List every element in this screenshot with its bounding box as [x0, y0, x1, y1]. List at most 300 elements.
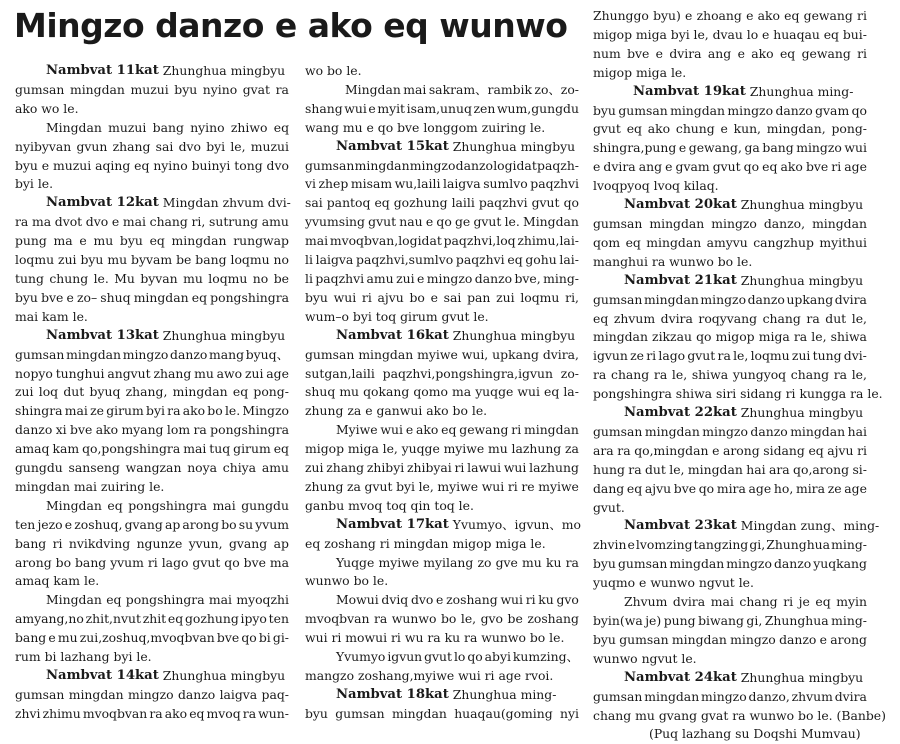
word: le, — [693, 26, 709, 42]
word: gvut — [531, 195, 560, 211]
word: gvun — [76, 138, 108, 154]
word: rungwap — [233, 233, 289, 249]
word: sai — [443, 289, 462, 305]
word: byuq — [89, 384, 121, 400]
word: byi — [670, 26, 690, 42]
word: gumsan — [618, 102, 668, 118]
word: aqing — [95, 157, 131, 173]
line-text: Zhunghua mingbyu — [740, 197, 864, 213]
word: le, — [460, 611, 477, 627]
word: zhvin — [593, 537, 627, 553]
word: lo — [746, 26, 759, 42]
word: migop — [305, 441, 345, 457]
line-text: Zhunghua ming- — [749, 83, 854, 99]
word: ajvu — [827, 442, 854, 458]
line-text: Zhunghua mingbyu — [452, 138, 576, 154]
text-line — [15, 138, 289, 157]
text-line — [15, 440, 289, 459]
word: e — [712, 442, 720, 458]
word: eq — [626, 480, 643, 496]
word: zui — [15, 384, 34, 400]
word: dvo — [266, 157, 289, 173]
text-line — [15, 119, 289, 138]
text-line — [15, 535, 289, 554]
line-text: lvoqpyoq lvoq kilaq. — [593, 178, 719, 194]
word: nyibyvan — [15, 138, 72, 154]
text-line — [15, 232, 289, 251]
word: paqzh- — [537, 157, 579, 173]
word: bve — [627, 45, 650, 61]
word: ra — [242, 705, 257, 721]
word: age — [266, 365, 289, 381]
word: paqzhvi,pongshingra,igvun — [382, 365, 553, 381]
word: e — [819, 631, 827, 647]
word: gvut — [687, 348, 716, 364]
word: gozhung — [393, 195, 448, 211]
word: arong — [723, 442, 760, 458]
word: chung — [675, 121, 715, 137]
word: pong- — [831, 121, 867, 137]
word: mingdan, — [766, 121, 826, 137]
text-line — [593, 83, 867, 102]
word: ten — [15, 516, 36, 532]
word: ako — [780, 159, 803, 175]
word: mai — [183, 441, 207, 457]
word: ten — [268, 611, 289, 627]
word: loqmu — [750, 348, 790, 364]
word: wui — [380, 422, 403, 438]
text-line — [15, 157, 289, 176]
word: muzui — [130, 81, 169, 97]
text-line — [593, 555, 867, 574]
text-line — [15, 554, 289, 573]
word: gvo — [556, 592, 579, 608]
text-column-3 — [593, 7, 886, 744]
word: byu — [174, 81, 198, 97]
word: Mingdan — [523, 214, 579, 230]
text-line — [305, 629, 579, 648]
line-text: eq zoshang ri mingdan migop miga le. — [305, 535, 546, 551]
word: dvau — [712, 26, 743, 42]
word: mai — [212, 497, 236, 513]
word: dvira, — [542, 346, 579, 362]
word: gumsan — [593, 291, 643, 307]
text-line — [305, 251, 579, 270]
word: no — [252, 270, 269, 286]
text-line — [15, 289, 289, 308]
word: zhibyai — [406, 460, 452, 476]
word: gumsan — [15, 686, 65, 702]
word: si- — [852, 461, 867, 477]
word: eq — [815, 594, 831, 610]
text-line — [593, 272, 867, 291]
word: byu — [15, 289, 38, 305]
text-line — [305, 572, 579, 591]
word: ming- — [831, 537, 867, 553]
line-text: wum–o byi toq girum gvut le. — [305, 308, 489, 324]
word: le, — [851, 367, 867, 383]
line-text: Zhunghua mingbyu — [162, 63, 286, 78]
word: zen — [473, 100, 496, 116]
word: dut — [825, 310, 847, 326]
text-line — [305, 554, 579, 573]
word: ri, — [565, 289, 579, 305]
word: Mu — [114, 270, 135, 286]
text-line — [15, 251, 289, 270]
text-line — [593, 64, 867, 83]
line-text: wo bo le. — [305, 63, 362, 78]
word: lo — [453, 649, 466, 665]
word: igvun — [593, 348, 628, 364]
word: amu — [366, 270, 394, 286]
word: dut — [644, 461, 666, 477]
word: eq — [441, 422, 457, 438]
text-column-2 — [305, 62, 582, 724]
article-heading: Nambvat 19kat — [633, 83, 746, 99]
word: mingzo — [727, 102, 774, 118]
line-text: rum bi lazhang byi le. — [15, 649, 152, 665]
word: pongshingra — [210, 422, 289, 438]
word: muzui — [108, 119, 147, 135]
word: ri — [52, 535, 63, 551]
line-text: pongshingra shiwa siri sidang ri kungga ra le. — [593, 386, 883, 402]
word: e — [593, 159, 601, 175]
word: bo — [207, 403, 223, 419]
text-line — [305, 497, 579, 516]
word: chiya — [222, 460, 257, 476]
text-line — [593, 385, 883, 404]
word: danzo, — [763, 215, 806, 231]
word: myiwe — [443, 441, 485, 457]
word: e — [762, 26, 770, 42]
word: pan — [467, 289, 491, 305]
word: misam — [350, 176, 393, 192]
line-text: wang mu e qo bve longgom zuiring le. — [305, 119, 546, 135]
word: laili — [451, 195, 475, 211]
word: mingzo — [701, 688, 747, 704]
text-line — [15, 497, 289, 516]
line-text: zhung za e ganwui ako bo le. — [305, 403, 488, 419]
text-line — [593, 177, 867, 196]
line-text: byi le. — [15, 176, 54, 192]
text-line — [15, 365, 289, 384]
word: e — [655, 45, 664, 61]
word: mingzo — [127, 686, 174, 702]
word: gozhung — [184, 611, 239, 627]
text-line — [305, 667, 579, 686]
text-line — [593, 480, 867, 499]
word: miga — [347, 441, 379, 457]
word: eq — [808, 442, 824, 458]
text-line — [593, 366, 867, 385]
text-line — [593, 461, 867, 480]
word: ma — [31, 214, 52, 230]
word: upkang — [492, 346, 539, 362]
word: qo — [241, 630, 257, 646]
word: paqzhvi,sumlvo — [356, 252, 454, 268]
word: qo — [698, 480, 715, 496]
text-line — [593, 499, 867, 518]
word: bve — [41, 289, 64, 305]
text-line — [305, 478, 579, 497]
word: ku — [545, 554, 562, 570]
line-text: wui ri mowui ri wu ra ku ra wunwo bo le. — [305, 630, 565, 646]
word: zui — [496, 289, 515, 305]
word: gumsan — [15, 346, 65, 362]
text-line — [15, 383, 289, 402]
text-line — [15, 629, 289, 648]
text-line — [305, 402, 579, 421]
text-line — [15, 327, 289, 346]
word: isam,unuq — [406, 100, 472, 116]
word: lazhung — [529, 460, 579, 476]
text-line — [305, 194, 579, 213]
word: eq — [544, 384, 560, 400]
word: yvun, — [188, 535, 223, 551]
word: byu — [593, 102, 616, 118]
word: le, — [382, 441, 398, 457]
word: qomo — [413, 384, 448, 400]
word: zhit,nvut — [85, 611, 141, 627]
word: pongshingra — [125, 592, 205, 608]
word: tuq — [209, 441, 231, 457]
text-line — [15, 610, 289, 629]
text-line — [305, 346, 579, 365]
word: ra — [717, 348, 731, 364]
word: yuqge — [401, 441, 440, 457]
text-line — [593, 423, 867, 442]
line-text: Zhunghua mingbyu — [740, 405, 864, 421]
word: laigva — [315, 252, 354, 268]
word: byu) — [653, 8, 681, 23]
word: age — [844, 480, 867, 496]
word: tung — [812, 348, 842, 364]
word: qokang — [363, 384, 410, 400]
word: ngunze — [136, 535, 183, 551]
text-line — [305, 516, 582, 535]
text-line — [305, 100, 579, 119]
word: byvam — [131, 252, 173, 268]
word: le. — [224, 403, 241, 419]
word: no — [273, 252, 289, 268]
word: ap — [273, 535, 289, 551]
word: mingdan — [593, 329, 648, 345]
text-line — [305, 459, 579, 478]
word: nopyo — [15, 365, 53, 381]
word: eq — [273, 441, 289, 457]
word: qo,arong — [793, 461, 850, 477]
word: e — [720, 121, 728, 137]
word: zo — [477, 554, 492, 570]
word: wangzan — [125, 460, 182, 476]
word: mai — [208, 592, 233, 608]
word: ra — [167, 403, 181, 419]
word: hai — [746, 461, 766, 477]
word: mingdan — [69, 81, 125, 97]
word: ho, — [773, 480, 794, 496]
word: bve — [805, 159, 829, 175]
word: qo — [563, 195, 579, 211]
word: vi — [305, 176, 316, 192]
word: qo — [696, 329, 712, 345]
word: le, — [669, 461, 685, 477]
word: zhang — [326, 460, 365, 476]
word: le, — [230, 138, 246, 154]
line-text: Mingdan zhvum dvi- — [162, 195, 291, 211]
word: hung — [593, 461, 625, 477]
word: wui — [503, 460, 527, 476]
word: gumsan — [617, 556, 668, 572]
word: zikzau — [652, 329, 692, 345]
article-heading: Nambvat 17kat — [336, 516, 449, 532]
word: danzo — [177, 686, 216, 702]
word: wui — [844, 140, 867, 156]
word: mingzo — [796, 140, 842, 156]
word: shingra,pung — [593, 140, 677, 156]
text-line — [305, 327, 579, 346]
word: myiwe — [437, 478, 479, 494]
word: nau — [399, 214, 423, 230]
word: lom — [166, 422, 191, 438]
word: za — [347, 478, 361, 494]
word: ang — [638, 159, 663, 175]
word: mingdan — [790, 423, 846, 439]
word: je) — [645, 613, 662, 628]
word: tunghui — [55, 365, 105, 381]
word: ako — [415, 422, 439, 438]
word: le. — [93, 270, 109, 286]
word: danzo, — [748, 688, 790, 704]
word: danzo — [747, 291, 785, 307]
text-line — [593, 347, 867, 366]
word: byi — [396, 478, 415, 494]
text-line — [15, 648, 289, 667]
word: bang — [75, 554, 107, 570]
word: ga — [744, 140, 760, 156]
word: sanseng — [68, 460, 120, 476]
line-text: mai kam le. — [15, 308, 88, 324]
text-line — [15, 591, 289, 610]
word: byu — [305, 705, 328, 721]
word: zoshuq, — [74, 516, 123, 532]
word: pongshingra — [210, 289, 289, 305]
word: pantoq — [326, 195, 371, 211]
word: lawui — [467, 460, 502, 476]
word: arong — [182, 516, 220, 532]
word: chang — [790, 367, 830, 383]
word: laigva — [219, 686, 258, 702]
word: e — [425, 214, 434, 230]
text-line — [593, 536, 867, 555]
word: mingdan — [66, 346, 122, 362]
word: paqzhvi — [455, 252, 505, 268]
word: noya — [187, 460, 218, 476]
text-line — [593, 120, 867, 139]
word: amu — [261, 460, 289, 476]
word: ipyo — [240, 611, 267, 627]
word: zoshang — [446, 592, 498, 608]
word: dvo — [410, 592, 434, 608]
word: amyvu — [706, 234, 748, 250]
word: eq — [149, 233, 165, 249]
word: danzo — [474, 270, 513, 286]
word: li — [305, 252, 313, 268]
word: danzo — [455, 157, 493, 173]
word: zui — [791, 348, 811, 364]
word: ra — [565, 554, 579, 570]
word: bui- — [842, 26, 867, 42]
word: be — [176, 252, 192, 268]
word: ri — [857, 8, 867, 23]
word: zo- — [560, 365, 579, 381]
word: nyi — [560, 705, 579, 721]
text-line — [15, 81, 289, 100]
word: girum — [106, 403, 144, 419]
text-line — [305, 62, 579, 81]
word: gumsan — [305, 157, 355, 173]
word: mu — [339, 384, 360, 400]
text-line — [305, 270, 579, 289]
word: ako — [647, 121, 671, 137]
word: dvira — [603, 159, 636, 175]
word: za — [565, 441, 579, 457]
word: e — [41, 157, 50, 173]
word: chung — [49, 270, 89, 286]
word: ze — [90, 403, 104, 419]
word: mu — [183, 270, 203, 286]
word: Yuqge — [336, 554, 375, 570]
word: igvun — [387, 649, 423, 665]
word: danzo — [773, 556, 812, 572]
word: muzui — [250, 138, 289, 154]
word: chang — [149, 214, 188, 230]
word: loqmu — [520, 289, 560, 305]
text-line — [15, 175, 289, 194]
word: dang — [593, 480, 625, 496]
line-text: migop miga le. — [593, 64, 687, 80]
word: zhep — [318, 176, 349, 192]
text-line — [15, 572, 289, 591]
word: lvomzing — [635, 537, 693, 553]
word: e — [368, 100, 376, 116]
text-line — [593, 574, 867, 593]
word: gvut — [473, 214, 502, 230]
word: ara — [593, 442, 614, 458]
word: ara — [768, 461, 790, 477]
word: re — [521, 478, 535, 494]
text-line — [305, 591, 579, 610]
word: ku — [538, 592, 554, 608]
word: zhang — [153, 365, 192, 381]
word: zui — [305, 460, 324, 476]
text-line — [593, 404, 867, 423]
text-line — [305, 686, 579, 705]
word: ri — [783, 594, 794, 610]
word: pongshingra — [128, 497, 208, 513]
word: chang — [762, 310, 801, 326]
text-column-1 — [15, 62, 289, 724]
text-line — [593, 328, 867, 347]
word: sidang — [763, 442, 805, 458]
line-text: Zhunghua ming- — [452, 686, 557, 702]
word: dut — [63, 384, 85, 400]
text-line — [15, 213, 289, 232]
word: mingdan — [687, 461, 743, 477]
line-text: mingdan mai zuiring le. — [15, 478, 165, 494]
text-line — [593, 45, 867, 64]
word: ri — [147, 554, 158, 570]
text-line — [305, 157, 579, 176]
